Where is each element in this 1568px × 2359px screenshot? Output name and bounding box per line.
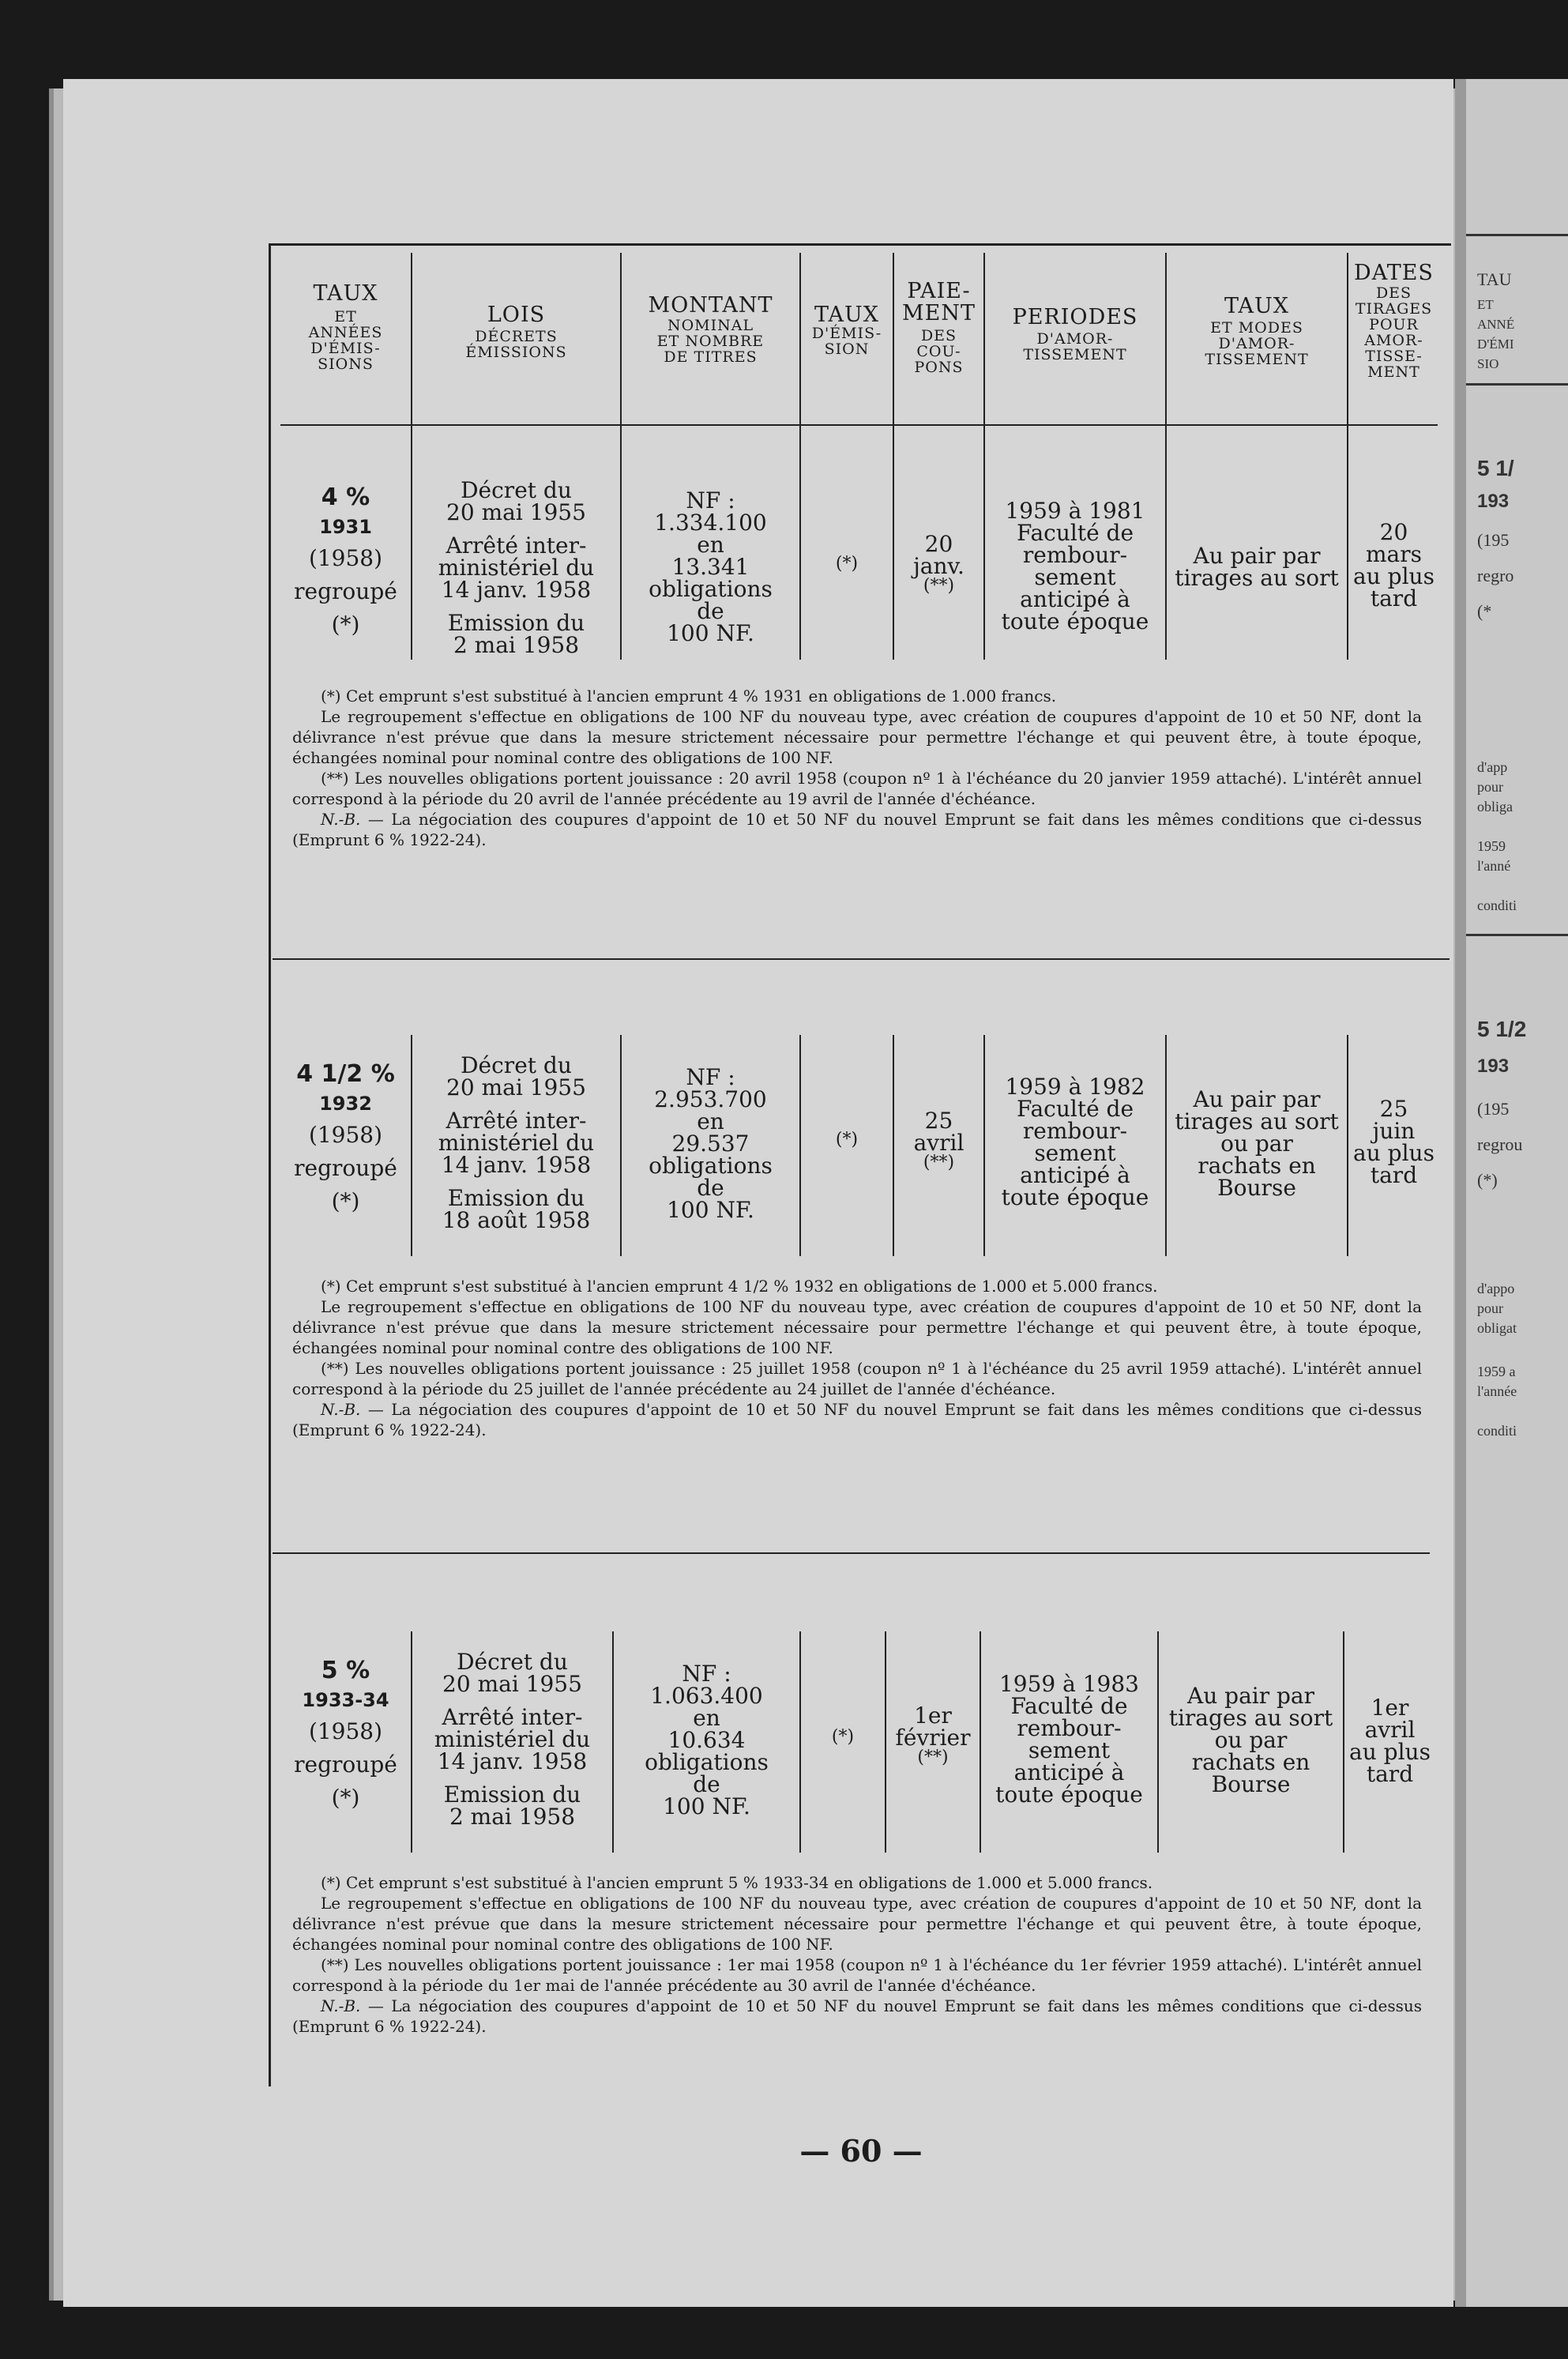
loan-coupon-line: (**) xyxy=(923,1153,955,1172)
loan-mode-cell xyxy=(1167,545,1347,589)
loan-period-line: anticipé à xyxy=(1020,1162,1130,1188)
loan-mode-cell xyxy=(1159,1685,1343,1796)
divider xyxy=(1466,383,1568,386)
header-text: ET MODES xyxy=(1210,319,1303,337)
loan-amount-line: NF : xyxy=(686,487,735,514)
loan-mode-line: Au pair par xyxy=(1186,1683,1314,1709)
loan-mode-line: ou par xyxy=(1220,1131,1293,1157)
next-page-text: l'anné xyxy=(1477,858,1511,874)
loan-law-line: Décret du xyxy=(457,1649,568,1675)
note-jouissance: (**) Les nouvelles obligations portent jouissance : 20 avril 1958 (coupon nº 1 à l'échéance du 20 janvier 1959 attaché). L'intérêt annuel correspond à la période du 20 avril de l'année précédente au 19 avril de l'année d'échéance. xyxy=(292,769,1422,808)
next-page-fragment xyxy=(1455,79,1568,2307)
next-page-text: pour xyxy=(1477,1300,1503,1316)
note-jouissance: (**) Les nouvelles obligations portent jouissance : 1er mai 1958 (coupon nº 1 à l'échéance du 1er février 1959 attaché). L'intérêt annuel correspond à la période du 1er mai de l'année précédente au 30 avril de l'année d'échéance. xyxy=(292,1955,1422,1995)
loan-year: 1931 xyxy=(319,516,372,538)
loan-laws-cell xyxy=(412,477,620,658)
header-text: DATES xyxy=(1354,261,1434,285)
next-page-text: TAU xyxy=(1477,269,1512,289)
loan-coupon-line: janv. xyxy=(913,553,964,579)
loan-period-line: anticipé à xyxy=(1013,1759,1125,1785)
loan-law-line: Emission du xyxy=(443,1781,581,1808)
loan-ref: (*) xyxy=(331,611,360,638)
loan-law-line: Emission du xyxy=(447,1185,585,1211)
loan-notes xyxy=(292,1872,1422,2037)
loan-coupon-cell xyxy=(894,533,983,595)
loan-year: 1933-34 xyxy=(302,1689,389,1711)
loan-regroup-year: (1958) xyxy=(308,1122,383,1148)
header-laws xyxy=(412,304,620,361)
loan-law-line: Arrêté inter- xyxy=(446,532,587,559)
header-issue-rate xyxy=(801,304,893,358)
loan-law-line: Emission du xyxy=(447,610,585,636)
header-draw-dates xyxy=(1348,262,1439,381)
next-page-text: l'année xyxy=(1477,1383,1517,1399)
note-nb xyxy=(292,1996,1422,2037)
loan-mode-line: tirages au sort xyxy=(1175,565,1339,591)
loan-coupon-line: avril xyxy=(913,1130,964,1156)
next-page-text: regro xyxy=(1477,566,1514,585)
loan-amount-line: de xyxy=(697,598,724,624)
loan-amount-line: NF : xyxy=(686,1064,735,1090)
loan-draw-line: au plus xyxy=(1349,1739,1431,1765)
loan-coupon-line: (**) xyxy=(917,1748,949,1767)
header-text: MENT xyxy=(902,301,976,326)
loan-amount-line: de xyxy=(693,1771,720,1797)
divider xyxy=(1466,934,1568,936)
header-text: SIONS xyxy=(318,356,374,374)
header-text: NOMINAL xyxy=(667,317,754,335)
header-coupon xyxy=(894,280,983,376)
next-page-text: conditi xyxy=(1477,897,1517,913)
next-page-text: D'ÉMI xyxy=(1477,337,1514,352)
loan-year: 1932 xyxy=(319,1093,372,1115)
next-page-text: 5 1/2 xyxy=(1477,1017,1527,1041)
header-text: TISSEMENT xyxy=(1023,346,1127,364)
loan-amount-line: 100 NF. xyxy=(667,620,754,646)
loan-notes xyxy=(292,1276,1422,1440)
loan-amount-cell xyxy=(622,1064,799,1223)
loan-coupon-line: février xyxy=(895,1725,971,1751)
loan-mode-line: Bourse xyxy=(1211,1771,1291,1797)
loan-period-cell xyxy=(985,500,1165,633)
next-page-text: d'appo xyxy=(1477,1281,1515,1296)
loan-amount-line: de xyxy=(697,1175,724,1201)
header-text: ANNÉES xyxy=(308,324,383,342)
loan-coupon-cell xyxy=(894,1110,983,1172)
header-text: DE TITRES xyxy=(664,348,758,367)
next-page-text: obliga xyxy=(1477,799,1513,815)
loan-law-line: Décret du xyxy=(461,1052,572,1078)
note-substitution: (*) Cet emprunt s'est substitué à l'ancien emprunt 4 % 1931 en obligations de 1.000 francs. xyxy=(321,687,1057,705)
note-regroupement: Le regroupement s'effectue en obligations de 100 NF du nouveau type, avec création de coupures d'appoint de 10 et 50 NF, dont la délivrance n'est prévue que dans la mesure strictement nécessaire pour permettre l'échange et qui peuvent être, à toute époque, échangées nominal pour nominal contre des obligations de 100 NF. xyxy=(292,1894,1422,1954)
loan-mode-line: Bourse xyxy=(1217,1175,1296,1201)
loan-law-line: 14 janv. 1958 xyxy=(437,1748,588,1774)
next-page-text: 1959 a xyxy=(1477,1364,1516,1379)
header-text: POUR xyxy=(1369,316,1419,334)
loan-law-line: 14 janv. 1958 xyxy=(441,1152,592,1178)
column-rule xyxy=(799,435,801,660)
loan-period-line: rembour- xyxy=(1017,1715,1122,1741)
next-page-text: 1959 xyxy=(1477,838,1506,854)
loan-law-line: 14 janv. 1958 xyxy=(441,577,592,603)
loan-mode-line: rachats en xyxy=(1191,1749,1310,1775)
loan-rate: 4 1/2 % xyxy=(296,1060,395,1088)
loan-law-line: 2 mai 1958 xyxy=(449,1804,576,1830)
header-text: D'AMOR- xyxy=(1218,335,1295,353)
loan-issue-rate: (*) xyxy=(835,554,859,574)
note-nb xyxy=(292,1399,1422,1440)
loan-period-line: rembour- xyxy=(1022,1118,1128,1144)
loan-law-line: 2 mai 1958 xyxy=(453,632,580,658)
loan-period-line: toute époque xyxy=(995,1781,1143,1808)
loan-draw-line: avril xyxy=(1364,1717,1416,1743)
loan-amount-line: 100 NF. xyxy=(663,1793,750,1819)
loan-period-line: 1959 à 1983 xyxy=(998,1671,1139,1697)
loan-period-line: sement xyxy=(1034,564,1116,590)
loan-coupon-line: 1er xyxy=(914,1702,952,1729)
next-page-text: 5 1/ xyxy=(1477,456,1514,480)
loan-mode-line: tirages au sort xyxy=(1175,1108,1339,1134)
header-text: DÉCRETS xyxy=(475,328,558,346)
loan-amount-cell xyxy=(614,1663,799,1818)
loan-period-line: Faculté de xyxy=(1010,1693,1128,1719)
note-nb xyxy=(292,809,1422,850)
loan-amount-line: 100 NF. xyxy=(667,1197,754,1223)
loan-regroup-year: (1958) xyxy=(308,545,383,571)
loan-period-line: 1959 à 1981 xyxy=(1005,498,1145,524)
header-rate-years xyxy=(280,283,411,373)
note-substitution: (*) Cet emprunt s'est substitué à l'ancien emprunt 5 % 1933-34 en obligations de 1.000 et 5.000 francs. xyxy=(321,1873,1153,1892)
next-page-text: (195 xyxy=(1477,1099,1510,1119)
header-text: MONTANT xyxy=(648,293,773,318)
note-regroupement: Le regroupement s'effectue en obligations de 100 NF du nouveau type, avec création de coupures d'appoint de 10 et 50 NF, dont la délivrance n'est prévue que dans la mesure strictement nécessaire pour permettre l'échange et qui peuvent être, à toute époque, échangées nominal pour nominal contre des obligations de 100 NF. xyxy=(292,707,1422,767)
loan-draw-date-cell xyxy=(1348,521,1439,610)
loan-law-line: Décret du xyxy=(461,477,572,503)
loan-issue-rate: (*) xyxy=(835,1130,859,1149)
header-text: LOIS xyxy=(487,303,546,327)
loan-period-line: toute époque xyxy=(1001,608,1149,634)
loan-period-line: Faculté de xyxy=(1016,520,1134,546)
loan-draw-line: tard xyxy=(1366,1761,1414,1787)
header-amount xyxy=(622,295,799,366)
loan-law-line: ministériel du xyxy=(438,1130,595,1156)
loan-mode-line: Au pair par xyxy=(1193,543,1321,569)
loan-draw-line: au plus xyxy=(1353,1140,1435,1166)
loan-amount-line: 1.063.400 xyxy=(650,1683,763,1709)
loan-period-line: sement xyxy=(1034,1140,1116,1166)
loan-draw-line: 25 xyxy=(1379,1096,1408,1122)
loan-amount-line: en xyxy=(693,1705,720,1731)
loan-draw-line: mars xyxy=(1366,541,1422,567)
header-text: D'AMOR- xyxy=(1036,330,1114,348)
next-page-text: 193 xyxy=(1477,491,1510,512)
loan-laws-cell xyxy=(412,1052,620,1233)
loan-law-line: Arrêté inter- xyxy=(446,1108,587,1134)
next-page-text: (195 xyxy=(1477,530,1510,550)
loan-notes xyxy=(292,686,1422,850)
loan-ref: (*) xyxy=(331,1785,360,1811)
header-text: TIRAGES xyxy=(1355,300,1433,318)
next-page-text: regrou xyxy=(1477,1134,1523,1154)
loan-amount-line: 2.953.700 xyxy=(654,1086,767,1112)
loan-regroup-year: (1958) xyxy=(308,1718,383,1744)
loan-amount-line: obligations xyxy=(645,1749,769,1775)
loan-coupon-cell xyxy=(886,1702,980,1767)
loan-amount-line: 1.334.100 xyxy=(654,510,767,536)
loan-laws-cell xyxy=(412,1651,612,1828)
loan-law-line: 20 mai 1955 xyxy=(446,499,586,525)
loan-draw-date-cell xyxy=(1348,1098,1439,1187)
loan-period-line: rembour- xyxy=(1022,542,1128,568)
loan-regroup: regroupé xyxy=(294,1751,397,1778)
loan-mode-line: rachats en xyxy=(1198,1153,1316,1179)
loan-amount-line: en xyxy=(697,532,724,558)
loan-coupon-line: 25 xyxy=(924,1108,953,1134)
header-text: DES xyxy=(920,326,957,344)
header-text: DES xyxy=(1375,284,1412,303)
header-text: SION xyxy=(824,340,870,359)
loan-rate: 5 % xyxy=(321,1657,370,1684)
loan-amount-line: 10.634 xyxy=(667,1727,746,1753)
nb-label: N.-B. xyxy=(321,810,361,829)
divider xyxy=(1466,234,1568,236)
next-page-text: obligat xyxy=(1477,1320,1517,1336)
loan-rate-cell xyxy=(280,483,411,638)
header-modes xyxy=(1167,295,1347,368)
header-rule xyxy=(280,424,1438,426)
loan-period-cell xyxy=(985,1076,1165,1209)
header-text: AMOR- xyxy=(1364,332,1423,350)
loan-mode-line: tirages au sort xyxy=(1168,1705,1333,1731)
loan-law-line: ministériel du xyxy=(434,1726,591,1752)
loan-law-line: ministériel du xyxy=(438,555,595,581)
header-text: TAUX xyxy=(814,303,879,327)
loan-draw-line: tard xyxy=(1370,1162,1418,1188)
loan-draw-date-cell xyxy=(1344,1697,1435,1785)
header-text: MENT xyxy=(1367,363,1420,382)
header-text: PERIODES xyxy=(1012,305,1138,329)
header-periods xyxy=(985,307,1165,363)
header-text: ET NOMBRE xyxy=(656,333,765,351)
header-text: PAIE- xyxy=(907,279,971,303)
loan-law-line: Arrêté inter- xyxy=(442,1704,583,1730)
loan-amount-line: 13.341 xyxy=(671,554,750,580)
loan-regroup: regroupé xyxy=(294,578,397,604)
loan-issue-rate: (*) xyxy=(831,1727,855,1747)
next-page-text: ET xyxy=(1477,297,1494,312)
nb-text: — La négociation des coupures d'appoint de 10 et 50 NF du nouvel Emprunt se fait dans les mêmes conditions que ci-dessus (Emprunt 6 % 1922-24). xyxy=(292,810,1422,849)
next-page-text: ANNÉ xyxy=(1477,317,1515,332)
loan-rate: 4 % xyxy=(321,483,370,511)
loan-period-line: Faculté de xyxy=(1016,1096,1134,1122)
header-text: ÉMISSIONS xyxy=(465,344,567,362)
next-page-text: (*) xyxy=(1477,1170,1498,1190)
header-text: TAUX xyxy=(1224,294,1289,318)
next-page-text: (* xyxy=(1477,601,1492,621)
header-text: COU- xyxy=(916,342,961,360)
loan-draw-line: 20 xyxy=(1379,519,1408,545)
header-text: D'ÉMIS- xyxy=(811,325,882,343)
loan-period-line: 1959 à 1982 xyxy=(1005,1074,1145,1100)
loan-period-cell xyxy=(981,1673,1157,1806)
loan-rate-cell xyxy=(280,1060,411,1214)
loan-mode-cell xyxy=(1167,1086,1347,1201)
header-text: ET xyxy=(334,308,357,326)
loan-law-line: 20 mai 1955 xyxy=(446,1074,586,1100)
note-jouissance: (**) Les nouvelles obligations portent jouissance : 25 juillet 1958 (coupon nº 1 à l'échéance du 25 avril 1959 attaché). L'intérêt annuel correspond à la période du 25 juillet de l'année précédente au 24 juillet de l'année d'échéance. xyxy=(292,1359,1422,1398)
section-rule xyxy=(273,958,1450,960)
loan-amount-line: 29.537 xyxy=(671,1131,750,1157)
nb-text: — La négociation des coupures d'appoint de 10 et 50 NF du nouvel Emprunt se fait dans les mêmes conditions que ci-dessus (Emprunt 6 % 1922-24). xyxy=(292,1400,1422,1439)
header-text: D'ÉMIS- xyxy=(310,340,381,358)
next-page-text: pour xyxy=(1477,779,1503,795)
note-regroupement: Le regroupement s'effectue en obligations de 100 NF du nouveau type, avec création de coupures d'appoint de 10 et 50 NF, dont la délivrance n'est prévue que dans la mesure strictement nécessaire pour permettre l'échange et qui peuvent être, à toute époque, échangées nominal pour nominal contre des obligations de 100 NF. xyxy=(292,1297,1422,1357)
next-page-text: 193 xyxy=(1477,1055,1510,1077)
loan-amount-line: obligations xyxy=(649,576,773,602)
loan-draw-line: juin xyxy=(1372,1118,1416,1144)
page-number: — 60 — xyxy=(799,2133,923,2169)
nb-label: N.-B. xyxy=(321,1400,361,1419)
loan-draw-line: 1er xyxy=(1371,1695,1409,1721)
loan-period-line: anticipé à xyxy=(1020,586,1130,612)
loan-coupon-line: (**) xyxy=(923,576,955,596)
header-text: TAUX xyxy=(313,281,378,306)
loan-regroup: regroupé xyxy=(294,1155,397,1181)
note-substitution: (*) Cet emprunt s'est substitué à l'ancien emprunt 4 1/2 % 1932 en obligations de 1.000 et 5.000 francs. xyxy=(321,1277,1158,1296)
header-text: TISSE- xyxy=(1365,348,1423,366)
loan-amount-cell xyxy=(622,487,799,646)
section-rule xyxy=(273,1552,1430,1554)
loan-period-line: sement xyxy=(1028,1737,1111,1763)
loan-law-line: 20 mai 1955 xyxy=(442,1671,582,1697)
loan-amount-line: en xyxy=(697,1108,724,1134)
loan-period-line: toute époque xyxy=(1001,1184,1149,1210)
header-text: PONS xyxy=(914,358,964,376)
loan-ref: (*) xyxy=(331,1188,360,1214)
loan-coupon-line: 20 xyxy=(924,531,953,557)
loan-amount-line: NF : xyxy=(682,1661,731,1687)
header-text: TISSEMENT xyxy=(1205,351,1309,369)
next-page-text: SIO xyxy=(1477,356,1499,371)
nb-label: N.-B. xyxy=(321,1996,361,2015)
loan-law-line: 18 août 1958 xyxy=(442,1207,591,1233)
loan-mode-line: Au pair par xyxy=(1193,1086,1321,1112)
nb-text: — La négociation des coupures d'appoint de 10 et 50 NF du nouvel Emprunt se fait dans les mêmes conditions que ci-dessus (Emprunt 6 % 1922-24). xyxy=(292,1996,1422,2036)
next-page-text: conditi xyxy=(1477,1423,1517,1439)
loan-amount-line: obligations xyxy=(649,1153,773,1179)
loan-rate-cell xyxy=(280,1659,411,1809)
loan-draw-line: tard xyxy=(1370,585,1418,611)
loan-mode-line: ou par xyxy=(1214,1727,1288,1753)
next-page-text: d'app xyxy=(1477,759,1508,775)
loan-draw-line: au plus xyxy=(1353,563,1435,589)
